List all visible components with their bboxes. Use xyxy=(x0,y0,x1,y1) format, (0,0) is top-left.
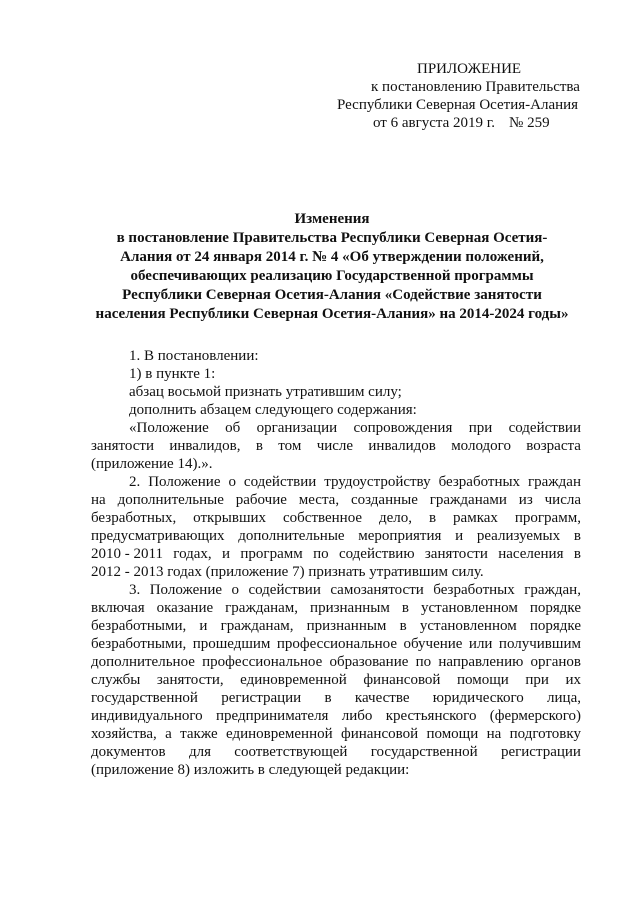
word: в xyxy=(401,600,409,616)
word: граждан, xyxy=(524,582,581,598)
word: безработных, xyxy=(91,510,177,526)
appendix-date-number xyxy=(300,114,600,132)
word: рамках xyxy=(453,510,498,526)
word: безработных xyxy=(433,582,515,598)
word: также xyxy=(180,726,218,742)
word: годах, xyxy=(173,546,212,562)
word: и xyxy=(199,618,208,634)
paragraph-line xyxy=(91,653,581,671)
word: числе xyxy=(316,438,354,454)
paragraph-line xyxy=(91,527,581,545)
word: безработными, xyxy=(91,636,187,652)
word: на xyxy=(486,726,502,742)
appendix-label: ПРИЛОЖЕНИЕ xyxy=(417,61,522,77)
word: профессиональное xyxy=(202,654,323,670)
word: или xyxy=(468,636,493,652)
paragraph-polozhenie-14 xyxy=(91,419,581,473)
word: установленном xyxy=(420,600,518,616)
word: организации xyxy=(256,420,338,436)
word: образование xyxy=(329,654,409,670)
word: (фермерского) xyxy=(489,708,581,724)
word: признанным xyxy=(310,600,390,616)
appendix-number: № 259 xyxy=(509,115,550,131)
word: помощи xyxy=(426,726,479,742)
word: соответствующей xyxy=(234,744,348,760)
word: о xyxy=(228,474,236,490)
word: об xyxy=(225,420,241,436)
appendix-reference: к постановлению Правительства xyxy=(371,79,580,95)
word: установленном xyxy=(419,618,517,634)
word: дело, xyxy=(379,510,413,526)
body-line-dopolnit: дополнить абзацем следующего содержания: xyxy=(129,402,417,418)
subitem-1-heading: 1) в пункте 1: xyxy=(129,366,216,382)
word: включая xyxy=(91,600,145,616)
paragraph-line xyxy=(91,617,581,635)
word: единовременной xyxy=(226,726,333,742)
word: 2012 - 2013 годах (приложение 7) признать утратившим силу. xyxy=(91,564,484,580)
title-line-6: населения Республики Северная Осетия-Алания» на 2014-2024 годы» xyxy=(95,306,569,322)
word: службы xyxy=(91,672,141,688)
word: гражданам, xyxy=(225,600,299,616)
word: созданные xyxy=(350,492,418,508)
word: для xyxy=(188,744,211,760)
word: (приложение 14).». xyxy=(91,456,213,472)
word: регистрации xyxy=(500,744,581,760)
word: государственной xyxy=(91,690,198,706)
word: крестьянского xyxy=(385,708,477,724)
word: направлению xyxy=(438,654,524,670)
word: в xyxy=(429,510,437,526)
word: занятости xyxy=(91,438,154,454)
word: реализуемых xyxy=(476,528,561,544)
word: юридического xyxy=(432,690,524,706)
word: государственной xyxy=(370,744,478,760)
word: дополнительные xyxy=(117,492,224,508)
word: либо xyxy=(341,708,373,724)
paragraph-line xyxy=(91,437,581,455)
word: содействии xyxy=(248,582,321,598)
word: мероприятия xyxy=(358,528,442,544)
word: помощи xyxy=(457,672,509,688)
paragraph-line xyxy=(91,761,581,779)
word: и xyxy=(222,546,231,562)
word: числа xyxy=(544,492,581,508)
word: в xyxy=(399,618,407,634)
word: хозяйства, xyxy=(91,726,157,742)
body-line-abzac: абзац восьмой признать утратившим силу; xyxy=(129,384,402,400)
paragraph-line xyxy=(91,455,581,473)
paragraph-item-3 xyxy=(91,581,581,779)
word: при xyxy=(468,420,493,436)
item-1-heading: 1. В постановлении: xyxy=(129,348,259,364)
word: места, xyxy=(298,492,340,508)
document-title xyxy=(82,210,582,324)
word: 3. xyxy=(129,582,141,598)
word: подготовку xyxy=(509,726,581,742)
word: возраста xyxy=(526,438,581,454)
word: рабочие xyxy=(235,492,287,508)
word: сопровождения xyxy=(353,420,453,436)
word: Положение xyxy=(148,474,221,490)
paragraph-line xyxy=(91,743,581,761)
word: безработными, xyxy=(91,618,187,634)
paragraph-line xyxy=(91,509,581,527)
word: собственное xyxy=(283,510,363,526)
paragraph-line xyxy=(91,491,581,509)
appendix-header xyxy=(300,60,600,132)
word: по xyxy=(313,546,329,562)
word: гражданами xyxy=(429,492,507,508)
word: органов xyxy=(530,654,581,670)
word: молодого xyxy=(451,438,511,454)
word: порядке xyxy=(529,618,581,634)
word: и xyxy=(455,528,464,544)
word: оказание xyxy=(156,600,214,616)
paragraph-line xyxy=(91,473,581,491)
document-body xyxy=(91,347,581,779)
word: единовременной xyxy=(240,672,347,688)
word: в xyxy=(573,546,581,562)
word: в xyxy=(324,690,332,706)
word: дополнительные xyxy=(238,528,345,544)
word: программ, xyxy=(514,510,581,526)
word: качестве xyxy=(354,690,410,706)
word: предусматривающих xyxy=(91,528,225,544)
word: самозанятости xyxy=(330,582,424,598)
word: при xyxy=(525,672,549,688)
word: занятости, xyxy=(156,672,224,688)
appendix-government: Республики Северная Осетия-Алания xyxy=(337,97,579,113)
word: порядке xyxy=(529,600,581,616)
word: Положение xyxy=(149,582,223,598)
word: программ xyxy=(240,546,303,562)
word: граждан xyxy=(528,474,581,490)
paragraph-line xyxy=(91,725,581,743)
word: гражданам, xyxy=(220,618,294,634)
word: содействию xyxy=(338,546,415,562)
word: 2. xyxy=(129,474,141,490)
word: том xyxy=(278,438,302,454)
word: лица, xyxy=(547,690,581,706)
word: индивидуального xyxy=(91,708,203,724)
word: на xyxy=(91,492,106,508)
word: открывших xyxy=(193,510,267,526)
word: предпринимателя xyxy=(215,708,329,724)
word: в xyxy=(255,438,263,454)
title-line-1: Изменения xyxy=(294,211,370,227)
word: профессиональное xyxy=(276,636,398,652)
word: (приложение 8) изложить в следующей редакции: xyxy=(91,762,410,778)
paragraph-line xyxy=(91,563,581,581)
paragraph-line xyxy=(91,545,581,563)
paragraph-line xyxy=(91,689,581,707)
word: безработных xyxy=(438,474,521,490)
word: прошедшим xyxy=(192,636,271,652)
word: трудоустройству xyxy=(324,474,431,490)
word: финансовой xyxy=(363,672,441,688)
word: а xyxy=(165,726,172,742)
paragraph-line xyxy=(91,599,581,617)
paragraph-line xyxy=(91,581,581,599)
word: получившим xyxy=(498,636,581,652)
appendix-date: от 6 августа 2019 г. xyxy=(373,115,496,131)
title-line-4: обеспечивающих реализацию Государственной программы xyxy=(130,268,534,284)
word: обучение xyxy=(403,636,463,652)
word: финансовой xyxy=(340,726,419,742)
word: инвалидов, xyxy=(169,438,241,454)
title-line-5: Республики Северная Осетия-Алания «Содействие занятости xyxy=(122,287,542,303)
word: занятости xyxy=(424,546,488,562)
word: содействии xyxy=(508,420,581,436)
word: признанным xyxy=(306,618,387,634)
word: дополнительное xyxy=(91,654,195,670)
word: из xyxy=(518,492,533,508)
word: содействии xyxy=(243,474,317,490)
word: регистрации xyxy=(221,690,302,706)
title-line-2: в постановление Правительства Республики Северная Осетия- xyxy=(116,230,548,246)
title-line-3: Алания от 24 января 2014 г. № 4 «Об утверждении положений, xyxy=(120,249,544,265)
paragraph-line xyxy=(91,707,581,725)
word: по xyxy=(415,654,432,670)
paragraph-line xyxy=(91,419,581,437)
word: 2010 - 2011 xyxy=(91,546,163,562)
word: документов xyxy=(91,744,166,760)
word: населения xyxy=(498,546,564,562)
word: в xyxy=(573,528,581,544)
word: их xyxy=(565,672,581,688)
word: инвалидов xyxy=(368,438,436,454)
word: «Положение xyxy=(129,420,209,436)
paragraph-line xyxy=(91,671,581,689)
paragraph-item-2 xyxy=(91,473,581,581)
paragraph-line xyxy=(91,635,581,653)
word: о xyxy=(231,582,239,598)
